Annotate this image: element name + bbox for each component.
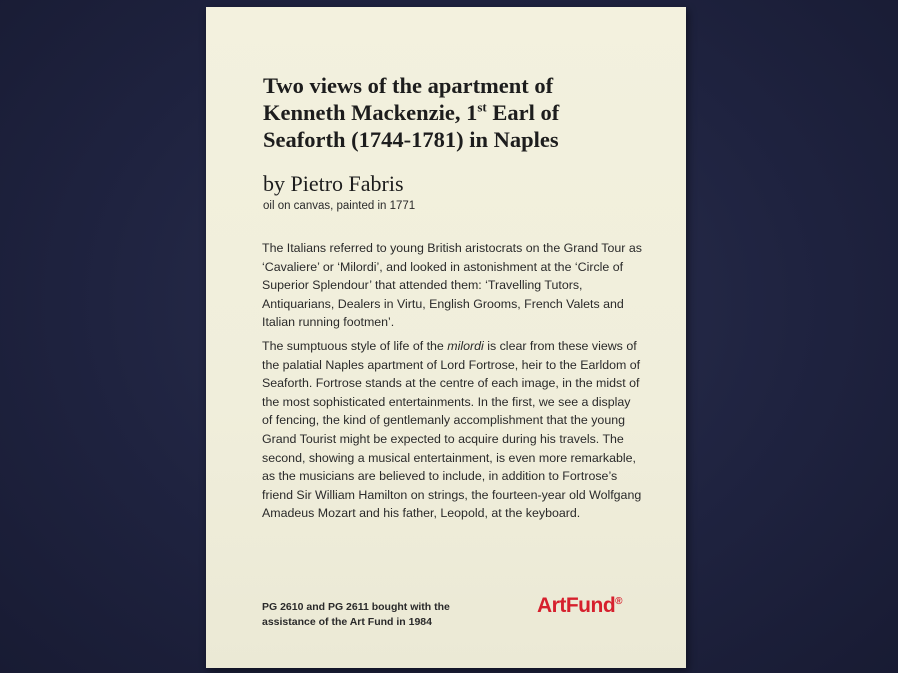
title-ordinal: st	[477, 99, 487, 115]
paragraph-2-italic: milordi	[447, 338, 484, 353]
paragraph-2-start: The sumptuous style of life of the	[262, 338, 448, 353]
paragraph-2-end: is clear from these views of the palatial Naples apartment of Lord Fortrose, heir to the Earldom of Seaforth. Fortrose stands at the centre of each image, in the midst of the most sophisticated entertainments. In the first, we see a display of fencing, the kind of gentlemanly accomplishment that the young Grand Tourist might be expected to acquire during his travels. The second, showing a musical entertainment, is even more remarkable, as the musicians are believed to include, in addition to Fortrose’s friend Sir William Hamilton on strings, the fourteen-year old Wolfgang Amadeus Mozart and his father, Leopold, at the keyboard.	[262, 338, 642, 521]
registered-mark: ®	[615, 596, 623, 607]
credit-line-2: assistance of the Art Fund in 1984	[262, 616, 432, 628]
logo-text: ArtFund	[537, 594, 616, 617]
title-line-2-start: Kenneth Mackenzie, 1	[263, 100, 478, 125]
credit-line-1: PG 2610 and PG 2611 bought with the	[262, 601, 450, 613]
art-fund-logo	[537, 594, 622, 618]
museum-label-card	[206, 7, 686, 668]
title-line-1: Two views of the apartment of	[263, 73, 554, 98]
title-line-3: Seaforth (1744-1781) in Naples	[263, 127, 559, 152]
artist-name: by Pietro Fabris	[263, 171, 404, 196]
acquisition-credit	[262, 600, 502, 630]
artwork-title	[263, 72, 663, 153]
title-line-2-end: Earl of	[486, 100, 560, 125]
description-paragraph-1: The Italians referred to young British aristocrats on the Grand Tour as ‘Cavaliere’ or ‘Milordi’, and looked in astonishment at the ‘Circle of Superior Splendour’ that attended them: ‘Travelling Tutors, Antiquarians, Dealers in Virtu, English Grooms, French Valets and Italian running footmen’.	[262, 241, 642, 330]
medium-date: oil on canvas, painted in 1771	[263, 200, 416, 212]
description	[262, 239, 642, 528]
description-paragraph-2	[262, 337, 642, 523]
